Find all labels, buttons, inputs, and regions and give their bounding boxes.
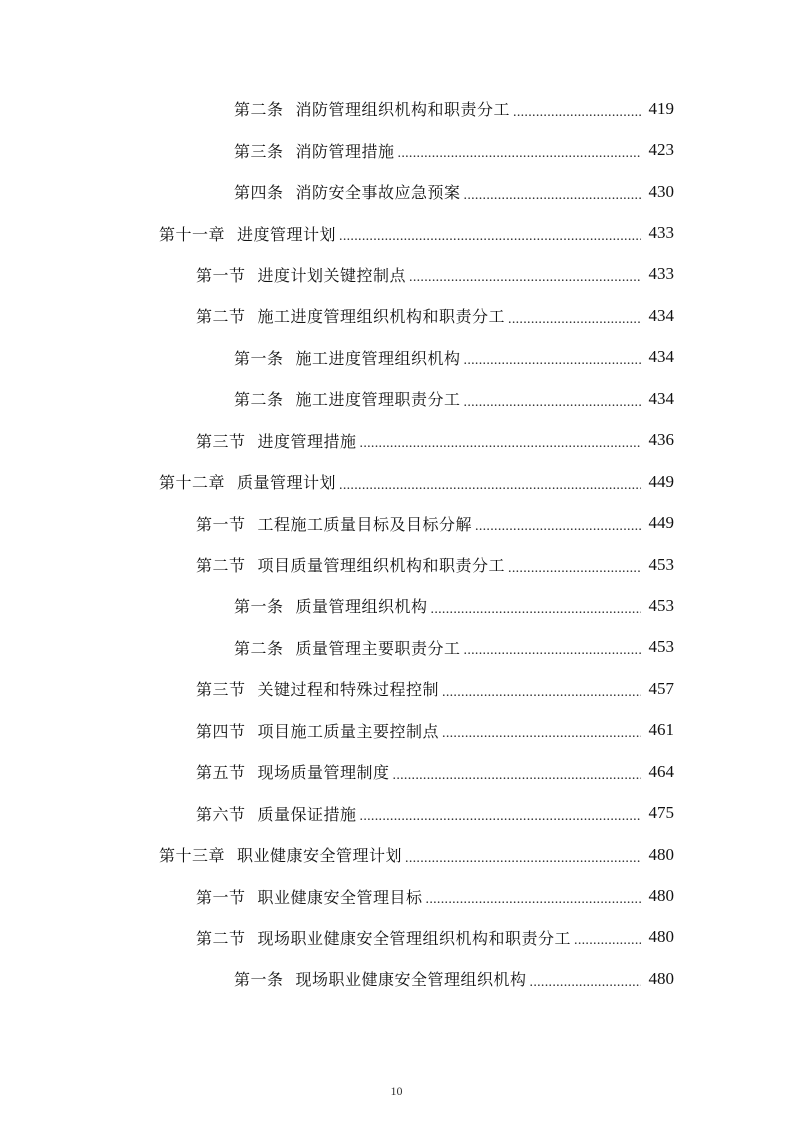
entry-page-number: 461 — [648, 720, 674, 740]
entry-title: 项目质量管理组织机构和职责分工 — [257, 556, 506, 576]
entry-title: 进度管理措施 — [257, 431, 357, 451]
entry-title: 消防安全事故应急预案 — [295, 183, 461, 203]
dot-leader — [431, 602, 641, 618]
toc-entry[interactable] — [0, 958, 793, 999]
entry-page-number: 433 — [648, 223, 674, 243]
dot-leader — [508, 312, 641, 328]
page-number: 10 — [390, 1084, 403, 1098]
entry-page-number: 453 — [648, 554, 674, 574]
entry-page-number: 419 — [648, 98, 674, 118]
entry-label: 第二节 — [196, 307, 246, 327]
toc-entry[interactable] — [0, 254, 793, 295]
entry-page-number: 436 — [648, 430, 674, 450]
entry-label: 第十三章 — [159, 846, 226, 866]
entry-page-number: 449 — [648, 513, 674, 533]
dot-leader — [464, 643, 641, 659]
entry-title: 职业健康安全管理目标 — [257, 887, 423, 907]
entry-title: 消防管理措施 — [295, 141, 395, 161]
dot-leader — [409, 270, 641, 286]
toc-entry[interactable] — [0, 378, 793, 419]
entry-page-number: 464 — [648, 761, 674, 781]
entry-label: 第一节 — [196, 887, 246, 907]
toc-entry[interactable] — [0, 917, 793, 958]
dot-leader — [530, 975, 641, 991]
dot-leader — [574, 933, 641, 949]
entry-label: 第一节 — [196, 265, 246, 285]
entry-label: 第二节 — [196, 928, 246, 948]
entry-label: 第一条 — [234, 970, 284, 990]
entry-page-number: 480 — [648, 844, 674, 864]
entry-page-number: 434 — [648, 388, 674, 408]
entry-label: 第二节 — [196, 556, 246, 576]
entry-label: 第十二章 — [159, 473, 226, 493]
entry-title: 进度管理计划 — [237, 224, 337, 244]
table-of-contents — [0, 88, 793, 1000]
dot-leader — [442, 726, 641, 742]
entry-page-number: 475 — [648, 803, 674, 823]
toc-entry[interactable] — [0, 875, 793, 916]
entry-page-number: 480 — [648, 927, 674, 947]
entry-title: 进度计划关键控制点 — [257, 265, 407, 285]
dot-leader — [360, 809, 641, 825]
toc-entry[interactable] — [0, 129, 793, 170]
entry-title: 工程施工质量目标及目标分解 — [257, 514, 473, 534]
toc-entry[interactable] — [0, 88, 793, 129]
toc-entry[interactable] — [0, 295, 793, 336]
dot-leader — [464, 353, 641, 369]
entry-page-number: 433 — [648, 264, 674, 284]
entry-title: 质量管理主要职责分工 — [295, 638, 461, 658]
dot-leader — [393, 768, 641, 784]
dot-leader — [398, 146, 641, 162]
entry-page-number: 480 — [648, 886, 674, 906]
dot-leader — [508, 561, 641, 577]
entry-label: 第十一章 — [159, 224, 226, 244]
entry-label: 第四节 — [196, 721, 246, 741]
toc-entry[interactable] — [0, 792, 793, 833]
toc-entry[interactable] — [0, 171, 793, 212]
entry-page-number: 480 — [648, 968, 674, 988]
dot-leader — [426, 892, 641, 908]
entry-page-number: 449 — [648, 471, 674, 491]
entry-label: 第一条 — [234, 597, 284, 617]
dot-leader — [464, 188, 641, 204]
entry-page-number: 434 — [648, 305, 674, 325]
entry-title: 质量管理组织机构 — [295, 597, 428, 617]
toc-entry[interactable] — [0, 337, 793, 378]
entry-page-number: 457 — [648, 678, 674, 698]
entry-label: 第二条 — [234, 390, 284, 410]
entry-label: 第三节 — [196, 431, 246, 451]
toc-entry[interactable] — [0, 461, 793, 502]
entry-title: 消防管理组织机构和职责分工 — [295, 100, 511, 120]
dot-leader — [360, 436, 641, 452]
dot-leader — [475, 519, 641, 535]
toc-entry[interactable] — [0, 585, 793, 626]
entry-label: 第五节 — [196, 763, 246, 783]
toc-entry[interactable] — [0, 710, 793, 751]
entry-title: 关键过程和特殊过程控制 — [257, 680, 440, 700]
toc-entry[interactable] — [0, 420, 793, 461]
entry-page-number: 453 — [648, 637, 674, 657]
entry-label: 第三条 — [234, 141, 284, 161]
dot-leader — [442, 685, 641, 701]
toc-entry[interactable] — [0, 544, 793, 585]
entry-title: 职业健康安全管理计划 — [237, 846, 403, 866]
entry-title: 质量保证措施 — [257, 804, 357, 824]
entry-title: 项目施工质量主要控制点 — [257, 721, 440, 741]
entry-title: 施工进度管理组织机构和职责分工 — [257, 307, 506, 327]
entry-label: 第一节 — [196, 514, 246, 534]
entry-label: 第二条 — [234, 100, 284, 120]
toc-entry[interactable] — [0, 834, 793, 875]
entry-title: 质量管理计划 — [237, 473, 337, 493]
toc-entry[interactable] — [0, 627, 793, 668]
entry-page-number: 423 — [648, 140, 674, 160]
entry-label: 第四条 — [234, 183, 284, 203]
entry-page-number: 430 — [648, 181, 674, 201]
entry-page-number: 434 — [648, 347, 674, 367]
toc-entry[interactable] — [0, 668, 793, 709]
entry-label: 第三节 — [196, 680, 246, 700]
dot-leader — [464, 395, 641, 411]
entry-title: 现场职业健康安全管理组织机构 — [295, 970, 527, 990]
entry-label: 第一条 — [234, 348, 284, 368]
entry-title: 现场质量管理制度 — [257, 763, 390, 783]
entry-page-number: 453 — [648, 595, 674, 615]
entry-title: 施工进度管理职责分工 — [295, 390, 461, 410]
dot-leader — [339, 478, 641, 494]
entry-title: 施工进度管理组织机构 — [295, 348, 461, 368]
dot-leader — [339, 229, 641, 245]
dot-leader — [405, 851, 641, 867]
entry-title: 现场职业健康安全管理组织机构和职责分工 — [257, 928, 572, 948]
dot-leader — [513, 105, 641, 121]
toc-entry[interactable] — [0, 502, 793, 543]
toc-entry[interactable] — [0, 751, 793, 792]
entry-label: 第二条 — [234, 638, 284, 658]
toc-entry[interactable] — [0, 212, 793, 253]
entry-label: 第六节 — [196, 804, 246, 824]
